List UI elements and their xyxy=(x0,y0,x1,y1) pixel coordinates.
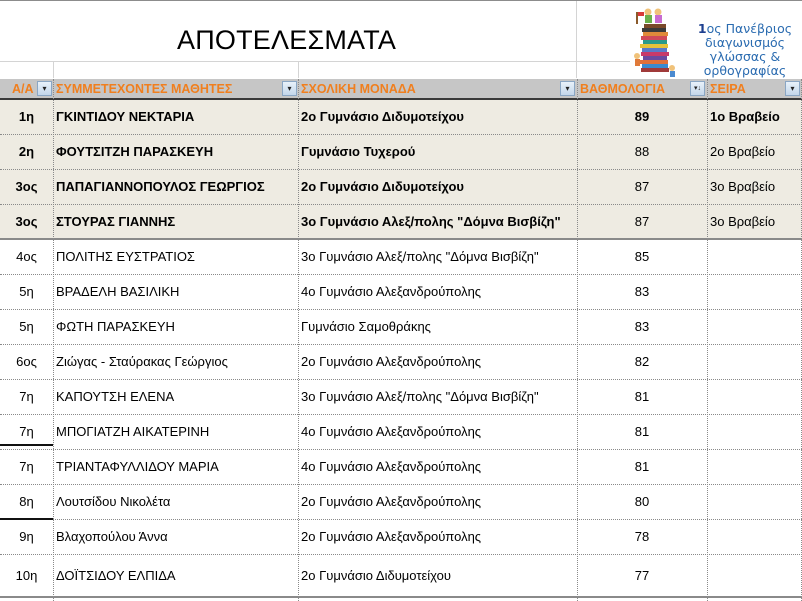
table-row[interactable] xyxy=(0,555,802,598)
prize-cell[interactable] xyxy=(710,485,802,519)
table-row[interactable] xyxy=(0,380,802,415)
rank-cell[interactable]: 9η xyxy=(19,529,34,544)
sort-filter-score[interactable] xyxy=(690,81,705,96)
score-cell[interactable]: 78 xyxy=(634,529,650,544)
school-cell[interactable]: 2ο Γυμνάσιο Διδυμοτείχου xyxy=(301,179,464,194)
school-cell[interactable]: 4ο Γυμνάσιο Αλεξανδρούπολης xyxy=(301,424,482,439)
gridline xyxy=(53,62,54,78)
gridline xyxy=(576,1,577,78)
student-name-cell[interactable]: ΦΟΥΤΣΙΤΖΗ ΠΑΡΑΣΚΕΥΗ xyxy=(56,144,214,159)
score-cell[interactable]: 83 xyxy=(634,284,650,299)
student-name-cell[interactable]: ΤΡΙΑΝΤΑΦΥΛΛΙΔΟΥ ΜΑΡΙΑ xyxy=(56,459,219,474)
books-stack-children-icon xyxy=(634,6,678,78)
prize-cell[interactable] xyxy=(710,450,802,484)
student-name-cell[interactable]: ΦΩΤΗ ΠΑΡΑΣΚΕΥΗ xyxy=(56,319,175,334)
table-row[interactable] xyxy=(0,135,802,170)
prize-cell[interactable] xyxy=(710,415,802,449)
prize-cell[interactable] xyxy=(710,275,802,309)
rank-cell[interactable]: 3ος xyxy=(15,214,38,229)
filter-dropdown-aa[interactable] xyxy=(37,81,52,96)
score-cell[interactable]: 87 xyxy=(634,179,650,194)
column-gridline xyxy=(577,79,578,601)
rank-cell[interactable]: 8η xyxy=(19,494,34,509)
table-row[interactable] xyxy=(0,100,802,135)
rank-cell[interactable]: 6ος xyxy=(16,354,37,369)
prize-cell[interactable] xyxy=(710,555,802,596)
column-header-school: ΣΧΟΛΙΚΗ ΜΟΝΑΔΑ xyxy=(301,82,416,96)
prize-cell[interactable]: 1ο Βραβείο xyxy=(710,109,780,124)
student-name-cell[interactable]: Λουτσίδου Νικολέτα xyxy=(56,494,171,509)
rank-cell[interactable]: 5η xyxy=(19,319,34,334)
table-row[interactable] xyxy=(0,240,802,275)
table-row[interactable] xyxy=(0,450,802,485)
school-cell[interactable]: 2ο Γυμνάσιο Διδυμοτείχου xyxy=(301,568,451,583)
gridline xyxy=(298,62,299,78)
school-cell[interactable]: 4ο Γυμνάσιο Αλεξανδρούπολης xyxy=(301,284,482,299)
column-gridline xyxy=(298,79,299,601)
table-row[interactable] xyxy=(0,520,802,555)
column-gridline xyxy=(53,79,54,601)
filter-dropdown-students[interactable] xyxy=(282,81,297,96)
student-name-cell[interactable]: Βλαχοπούλου Άννα xyxy=(56,529,168,544)
student-name-cell[interactable]: ΚΑΠΟΥΤΣΗ ΕΛΕΝΑ xyxy=(56,389,175,404)
school-cell[interactable]: 3ο Γυμνάσιο Αλεξ/πολης "Δόμνα Βισβίζη" xyxy=(301,214,561,229)
score-cell[interactable]: 81 xyxy=(634,424,650,439)
table-row[interactable] xyxy=(0,170,802,205)
table-row[interactable] xyxy=(0,345,802,380)
rank-cell[interactable]: 2η xyxy=(18,144,35,159)
score-cell[interactable]: 85 xyxy=(634,249,650,264)
student-name-cell[interactable]: ΠΟΛΙΤΗΣ ΕΥΣΤΡΑΤΙΟΣ xyxy=(56,249,195,264)
table-row[interactable] xyxy=(0,310,802,345)
column-header-prize: ΣΕΙΡΑ xyxy=(710,82,746,96)
school-cell[interactable]: Γυμνάσιο Σαμοθράκης xyxy=(301,319,431,334)
rank-cell[interactable]: 3ος xyxy=(15,179,38,194)
school-cell[interactable]: 2ο Γυμνάσιο Αλεξανδρούπολης xyxy=(301,354,482,369)
contest-logo-text: 1ος Πανέβριος διαγωνισμός γλώσσας & ορθογραφίας xyxy=(697,21,793,78)
student-name-cell[interactable]: ΜΠΟΓΙΑΤΖΗ ΑΙΚΑΤΕΡΙΝΗ xyxy=(56,424,210,439)
school-cell[interactable]: 3ο Γυμνάσιο Αλεξ/πολης "Δόμνα Βισβίζη" xyxy=(301,389,539,404)
school-cell[interactable]: 3ο Γυμνάσιο Αλεξ/πολης "Δόμνα Βισβίζη" xyxy=(301,249,539,264)
column-header-score: ΒΑΘΜΟΛΟΓΙΑ xyxy=(580,82,665,96)
student-name-cell[interactable]: ΔΟΪΤΣΙΔΟΥ ΕΛΠΙΔΑ xyxy=(56,568,176,583)
table-header-row xyxy=(0,79,802,100)
cell-border xyxy=(0,444,53,446)
student-name-cell[interactable]: ΣΤΟΥΡΑΣ ΓΙΑΝΝΗΣ xyxy=(56,214,176,229)
cell-border xyxy=(0,518,53,520)
sort-descending-icon: ▾↓ xyxy=(693,85,701,92)
sheet-title: ΑΠΟΤΕΛΕΣΜΑΤΑ xyxy=(177,25,397,55)
score-cell[interactable]: 88 xyxy=(634,144,650,159)
prize-cell[interactable] xyxy=(710,345,802,379)
student-name-cell[interactable]: ΓΚΙΝΤΙΔΟΥ ΝΕΚΤΑΡΙΑ xyxy=(56,109,195,124)
score-cell[interactable]: 81 xyxy=(634,459,650,474)
school-cell[interactable]: 2ο Γυμνάσιο Διδυμοτείχου xyxy=(301,109,464,124)
filter-dropdown-school[interactable] xyxy=(560,81,575,96)
school-cell[interactable]: 4ο Γυμνάσιο Αλεξανδρούπολης xyxy=(301,459,482,474)
table-row[interactable] xyxy=(0,275,802,310)
column-gridline xyxy=(707,79,708,601)
chevron-down-icon: ▾ xyxy=(42,83,47,93)
rank-cell[interactable]: 1η xyxy=(18,109,35,124)
prize-cell[interactable]: 3ο Βραβείο xyxy=(710,214,776,229)
score-cell[interactable]: 81 xyxy=(634,389,650,404)
table-row[interactable] xyxy=(0,485,802,520)
prize-cell[interactable] xyxy=(710,380,802,414)
filter-dropdown-prize[interactable] xyxy=(785,81,800,96)
student-name-cell[interactable]: Ζιώγας - Σταύρακας Γεώργιος xyxy=(56,354,228,369)
rank-cell[interactable]: 7η xyxy=(19,389,34,404)
table-row[interactable] xyxy=(0,205,802,240)
rank-cell[interactable]: 7η xyxy=(19,424,34,439)
prize-cell[interactable] xyxy=(710,240,802,274)
score-cell[interactable]: 77 xyxy=(634,568,650,583)
rank-cell[interactable]: 7η xyxy=(19,459,34,474)
school-cell[interactable]: Γυμνάσιο Τυχερού xyxy=(301,144,416,159)
column-header-students: ΣΥΜΜΕΤΕΧΟΝΤΕΣ ΜΑΘΗΤΕΣ xyxy=(56,82,233,96)
student-name-cell[interactable]: ΠΑΠΑΓΙΑΝΝΟΠΟΥΛΟΣ ΓΕΩΡΓΙΟΣ xyxy=(56,179,265,194)
score-cell[interactable]: 83 xyxy=(634,319,650,334)
table-row[interactable] xyxy=(0,415,802,450)
score-cell[interactable]: 87 xyxy=(634,214,650,229)
rank-cell[interactable]: 5η xyxy=(19,284,34,299)
contest-logo xyxy=(630,2,802,80)
school-cell[interactable]: 2ο Γυμνάσιο Αλεξανδρούπολης xyxy=(301,494,482,509)
prize-cell[interactable] xyxy=(710,310,802,344)
column-header-aa: Α/Α xyxy=(12,82,34,96)
school-cell[interactable]: 2ο Γυμνάσιο Αλεξανδρούπολης xyxy=(301,529,482,544)
rank-cell[interactable]: 4ος xyxy=(16,249,37,264)
chevron-down-icon: ▾ xyxy=(790,83,795,93)
prize-cell[interactable] xyxy=(710,520,802,554)
rank-cell[interactable]: 10η xyxy=(15,568,38,583)
prize-cell[interactable]: 2ο Βραβείο xyxy=(710,144,776,159)
chevron-down-icon: ▾ xyxy=(565,83,570,93)
student-name-cell[interactable]: ΒΡΑΔΕΛΗ ΒΑΣΙΛΙΚΗ xyxy=(56,284,180,299)
score-cell[interactable]: 89 xyxy=(634,109,650,124)
chevron-down-icon: ▾ xyxy=(287,83,292,93)
score-cell[interactable]: 80 xyxy=(634,494,650,509)
score-cell[interactable]: 82 xyxy=(634,354,650,369)
prize-cell[interactable]: 3ο Βραβείο xyxy=(710,179,776,194)
